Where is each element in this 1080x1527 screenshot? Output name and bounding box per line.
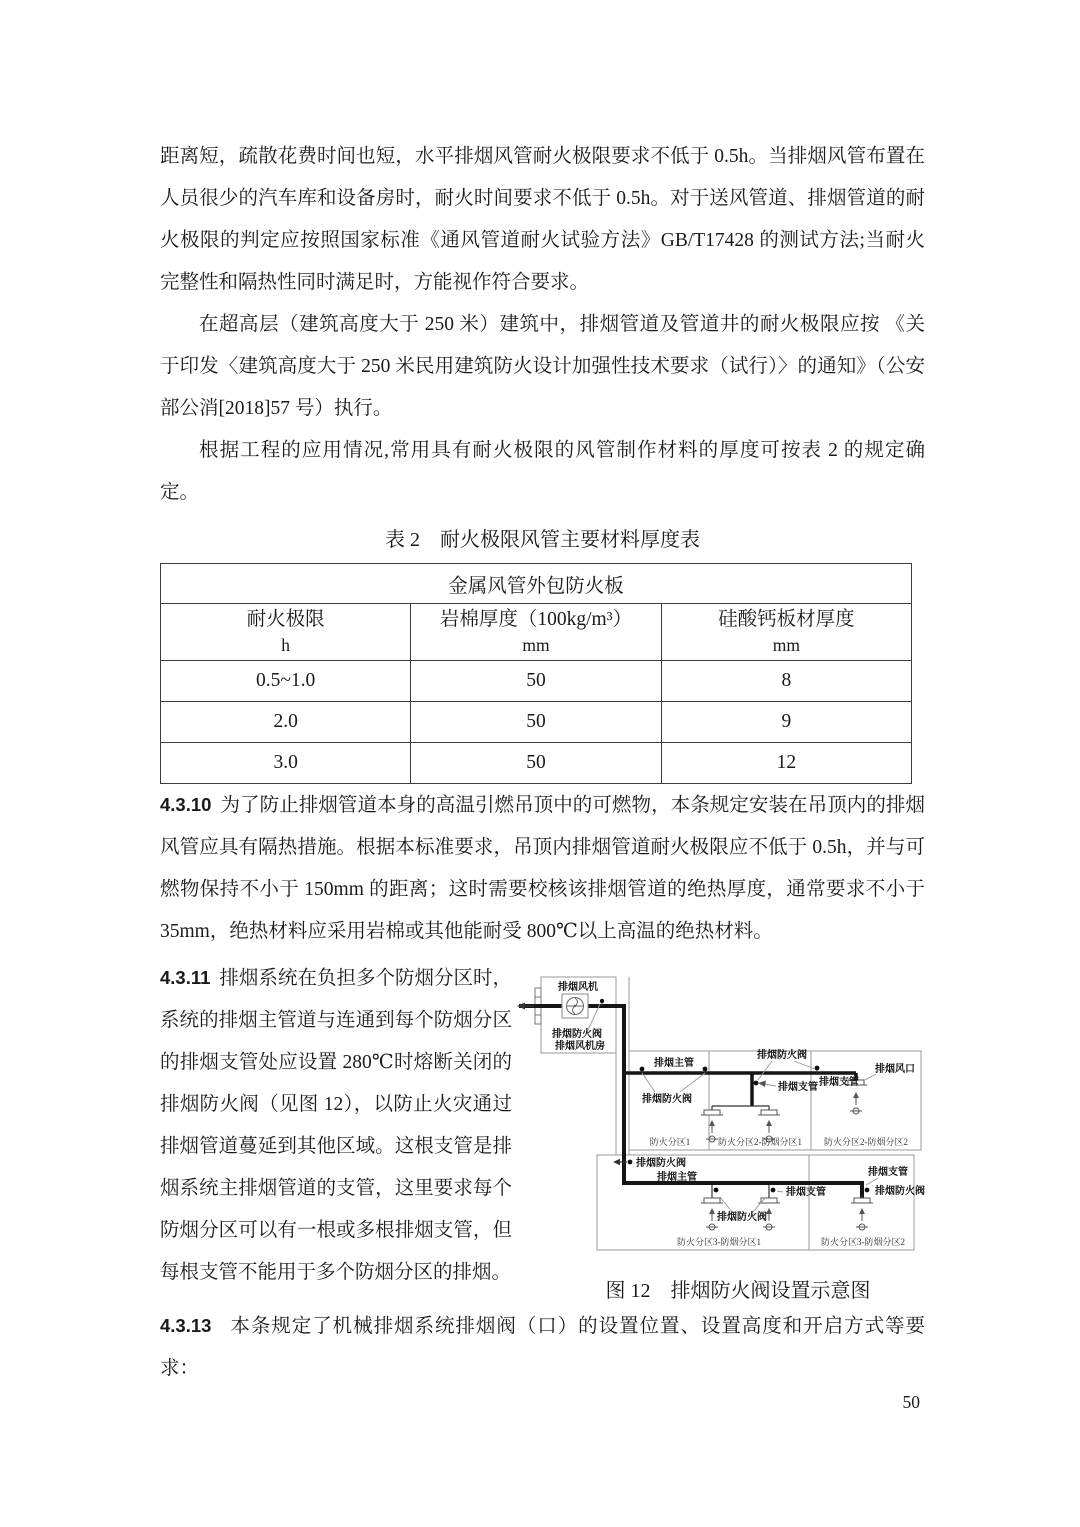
label-branch-lower-right: 排烟支管 [868,1167,908,1178]
page-content [160,136,925,1390]
vent-icon [758,1110,780,1115]
section-4-3-13 [160,1305,925,1390]
label-zone-3-1: 防火分区3-防烟分区1 [677,1237,761,1247]
label-damper-lower: 排烟防火阀 [717,1212,767,1223]
fan-icon [562,994,588,1018]
vent-icon [851,1198,873,1203]
table-2 [160,563,912,784]
label-branch-right-upper: 排烟支管 [819,1077,859,1088]
figure-12-caption: 图 12 排烟防火阀设置示意图 [605,1280,871,1302]
table-cell: 9 [661,702,911,743]
damper-dot [703,1067,708,1072]
smoke-damper-diagram [514,973,962,1263]
section-number: 4.3.13 [160,1315,212,1336]
figure-12 [512,957,962,1305]
table-row [161,743,912,784]
damper-dot [628,1160,633,1165]
label-main-duct-lower: 排烟主管 [657,1172,697,1183]
paragraph-continuation: 距离短，疏散花费时间也短，水平排烟风管耐火极限要求不低于 0.5h。当排烟风管布置在人员很少的汽车库和设备房时，耐火时间要求不低于 0.5h。对于送风管道、排烟管道的耐火极限的判定应按照国家标准《通风管道耐火试验方法》GB/T17428 的测试方法;当耐火完整性和隔热性同时满足时，方能视作符合要求。 [160,146,925,293]
section-number: 4.3.11 [160,967,211,988]
section-4-3-11 [160,957,512,1305]
section-text: 为了防止排烟管道本身的高温引燃吊顶中的可燃物，本条规定安装在吊顶内的排烟风管应具有隔热措施。根据本标准要求，吊顶内排烟管道耐火极限应不低于 0.5h，并与可燃物保持不小于 150mm 的距离；这时需要校核该排烟管道的绝热厚度，通常要求不小于 35mm，绝热材料应采用岩棉或其他能耐受 800℃以上高温的绝热材料。 [160,795,925,942]
damper-dot [714,1188,719,1193]
table-cell: 3.0 [161,743,411,784]
section-text: 排烟系统在负担多个防烟分区时，系统的排烟主管道与连通到每个防烟分区的排烟支管处应设置 280℃时熔断关闭的排烟防火阀（见图 12），以防止火灾通过排烟管道蔓延到其他区域。这根支管是排烟系统主排烟管道的支管，这里要求每个防烟分区可以有一根或多根排烟支管，但每根支管不能用于多个防烟分区的排烟。 [160,968,512,1283]
vent-icon [701,1110,723,1115]
table-row [161,604,912,661]
damper-dot [815,1066,820,1071]
page-number: 50 [902,1392,920,1412]
col-header-name: 硅酸钙板材厚度 [718,609,855,630]
airflow-arrow-icon [850,1092,862,1114]
airflow-arrow-icon [856,1208,868,1230]
table-col-header [411,604,661,661]
damper-dot [865,1188,870,1193]
col-header-unit: mm [772,635,800,655]
vent-icon [701,1198,723,1203]
airflow-arrow-icon [706,1120,718,1142]
paragraph-superhighrise: 在超高层（建筑高度大于 250 米）建筑中，排烟管道及管道井的耐火极限应按 《关于印发〈建筑高度大于 250 米民用建筑防火设计加强性技术要求（试行）〉的通知》（公安部公消[2018]57 号）执行。 [160,314,925,419]
label-zone-3-2: 防火分区3-防烟分区2 [821,1237,905,1247]
col-header-unit: mm [522,635,550,655]
table-row [161,661,912,702]
label-main-duct-upper: 排烟主管 [654,1058,694,1069]
table-cell: 50 [411,702,661,743]
section-text: 本条规定了机械排烟系统排烟阀（口）的设置位置、设置高度和开启方式等要求： [160,1316,925,1379]
label-branch-lower: 排烟支管 [786,1187,826,1198]
label-branch-upper: 排烟支管 [778,1082,818,1093]
label-zone-1: 防火分区1 [649,1137,691,1147]
section-number: 4.3.10 [160,794,212,815]
table-span-header: 金属风管外包防火板 [161,564,912,604]
table-cell: 0.5~1.0 [161,661,411,702]
label-outlet: 排烟风口 [875,1064,915,1075]
damper-dot [771,1188,776,1193]
label-zone-2-2: 防火分区2-防烟分区2 [824,1137,908,1147]
table-2-title: 表 2 耐火极限风管主要材料厚度表 [385,529,700,551]
label-damper-upper: 排烟防火阀 [642,1094,692,1105]
table-cell: 12 [661,743,911,784]
paragraph-table-intro: 根据工程的应用情况,常用具有耐火极限的风管制作材料的厚度可按表 2 的规定确定。 [160,440,925,503]
col-header-unit: h [281,635,291,655]
label-damper-lower-right: 排烟防火阀 [875,1186,925,1197]
damper-dot [754,1081,759,1086]
label-damper-top: 排烟防火阀 [757,1050,807,1061]
section-4-3-10 [160,784,925,953]
label-zone-2-1: 防火分区2-防烟分区1 [718,1137,802,1147]
col-header-name: 耐火极限 [246,609,325,630]
damper-dot [600,999,604,1003]
label-damper-shaft: 排烟防火阀 [636,1158,686,1169]
table-cell: 2.0 [161,702,411,743]
table-col-header [161,604,411,661]
label-fan-room: 排烟风机房 [555,1041,605,1052]
section-4-3-11-row [160,957,962,1305]
table-row [161,702,912,743]
upper-zone-dividers [709,1051,811,1150]
damper-dot [640,1067,645,1072]
table-cell: 50 [411,661,661,702]
branch-pointer-arrow [758,1081,766,1088]
outside-exhaust-arrow-icon [517,1003,534,1010]
table-row [161,564,912,604]
zone-outlines [541,977,921,1250]
col-header-name: 岩棉厚度（100kg/m³） [439,609,633,630]
label-fan: 排烟风机 [558,982,598,993]
table-cell: 50 [411,743,661,784]
label-fan-damper: 排烟防火阀 [552,1029,602,1040]
table-col-header [661,604,911,661]
table-cell: 8 [661,661,911,702]
